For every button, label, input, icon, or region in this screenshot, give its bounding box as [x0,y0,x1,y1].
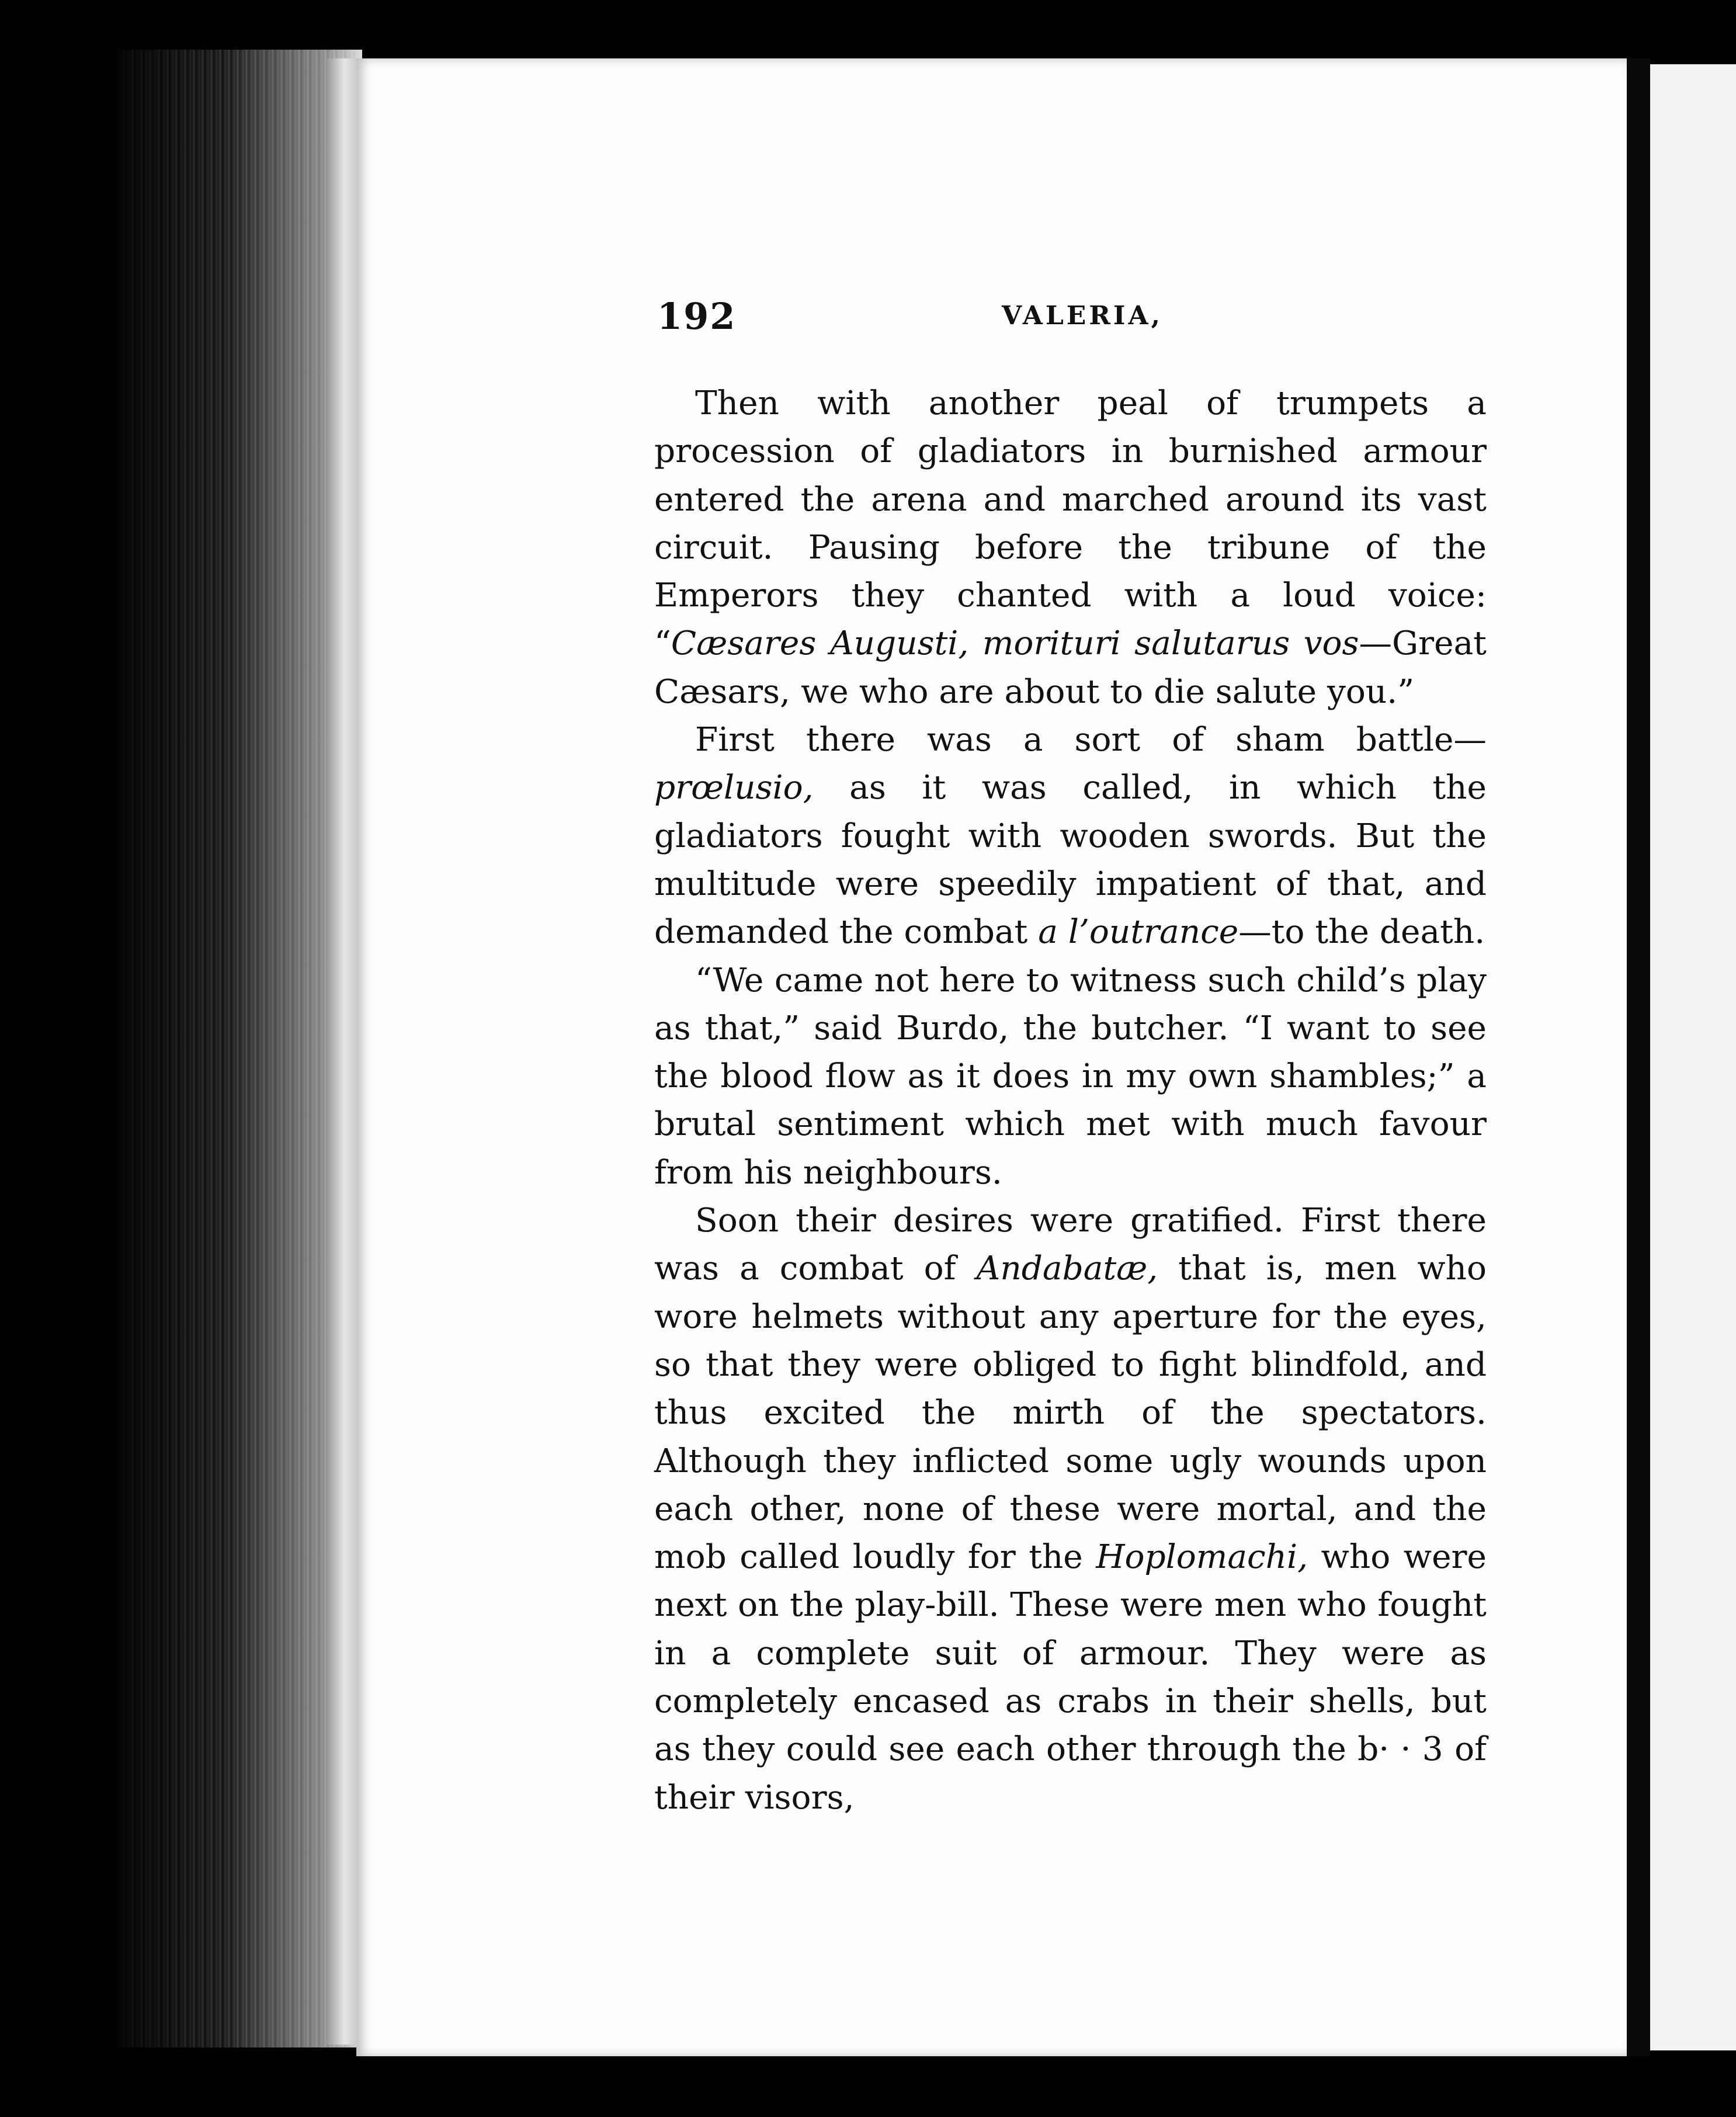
page-edges-shading [117,50,362,2047]
text-run: Then with another peal of trumpets a procession of gladiators in burnished armour entered the arena and marched around its vast circuit. Pausing before the tribune of the Emperors they chanted with a loud voice: “ [654,384,1487,663]
text-run: that is, men who wore helmets without any aperture for the eyes, so that they were obliged to fight blindfold, and thus excited the mirth of the spectators. Although they inflicted some ugly wounds upon each other, none of these were mortal, and the mob called loudly for the [654,1250,1487,1577]
stacked-page-edges [117,50,362,2047]
running-title: VALERIA, [1002,301,1163,331]
paragraph [654,380,1487,716]
running-head [657,295,1487,348]
text-run: who were next on the play-bill. These were men who fought in a complete suit of armour. They were as completely encased as crabs in their shells, but as they could see each other through the b· · 3 of their visors, [654,1538,1487,1817]
text-run: —Great Cæsars, we who are about to die salute you.” [654,624,1487,711]
italic-text-run: a l’outrance [1038,913,1239,952]
facing-page-edge [1650,64,1736,2050]
paragraph [654,957,1487,1197]
italic-text-run: Hoplomachi, [1096,1538,1308,1577]
italic-text-run: Andabatæ, [976,1250,1158,1288]
text-run: —to the death. [1238,913,1485,952]
text-run: as it was called, in which the gladiators fought with wooden swords. But the multitude were speedily impatient of that, and demanded the combat [654,769,1487,952]
book-gutter [1627,58,1650,2056]
italic-text-run: Cæsares Augusti, morituri salutarus vos [671,624,1359,663]
text-run: First there was a sort of sham battle— [695,721,1487,759]
text-run: “We came not here to witness such child’s play as that,” said Burdo, the butcher. “I want to see the blood flow as it does in my own shambles;” a brutal sentiment which met with much favour from his neighbours. [654,961,1487,1192]
text-run: Soon their desires were gratified. First there was a combat of [654,1202,1487,1288]
italic-text-run: prœlusio, [654,769,814,807]
body-text [654,380,1487,1822]
page-number: 192 [657,295,737,338]
paragraph [654,1197,1487,1822]
paragraph [654,716,1487,956]
